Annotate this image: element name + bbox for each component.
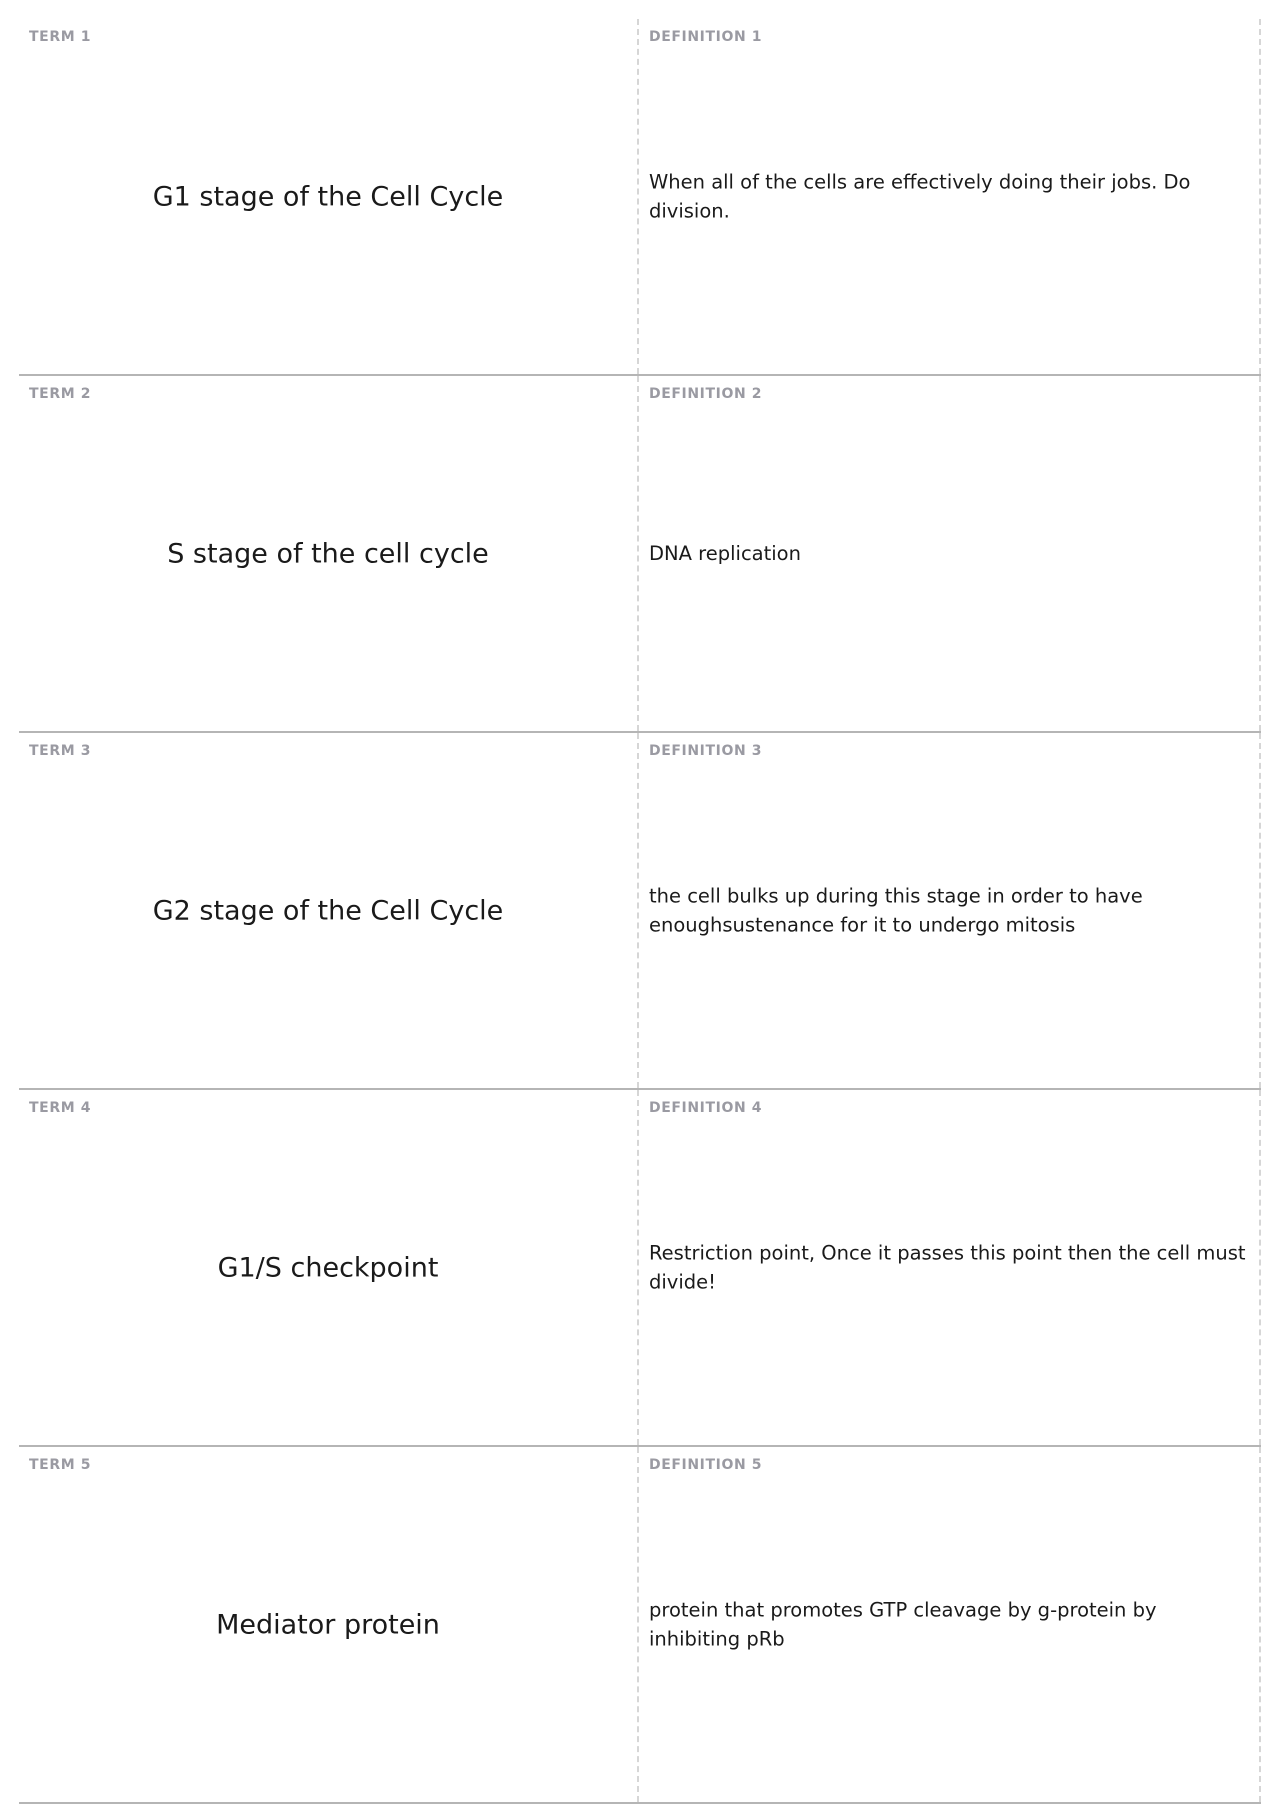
term-text: Mediator protein [216,1608,440,1640]
term-text: G1 stage of the Cell Cycle [152,180,504,212]
flashcard-row [19,1090,1261,1447]
term-cell [19,19,639,374]
definition-text: When all of the cells are effectively doing their jobs. Do division. [649,169,1191,223]
definition-label: DEFINITION 4 [649,1100,763,1116]
definition-cell [639,376,1261,731]
term-cell [19,376,639,731]
definition-cell [639,1447,1261,1802]
flashcard-row [19,1447,1261,1804]
term-label: TERM 5 [29,1457,92,1473]
term-label: TERM 3 [29,743,92,759]
flashcard-row [19,19,1261,376]
term-text: G1/S checkpoint [217,1251,439,1283]
term-cell [19,733,639,1088]
term-label: TERM 2 [29,386,92,402]
term-label: TERM 1 [29,29,92,45]
flashcard-sheet [19,19,1261,1804]
definition-label: DEFINITION 2 [649,386,763,402]
term-cell [19,1447,639,1802]
flashcard-row [19,376,1261,733]
definition-text: Restriction point, Once it passes this point then the cell must divide! [649,1240,1246,1294]
definition-text: protein that promotes GTP cleavage by g-protein by inhibiting pRb [649,1597,1157,1651]
definition-label: DEFINITION 3 [649,743,763,759]
term-text: S stage of the cell cycle [167,537,489,569]
term-text: G2 stage of the Cell Cycle [152,894,504,926]
definition-cell [639,19,1261,374]
term-label: TERM 4 [29,1100,92,1116]
definition-cell [639,733,1261,1088]
definition-text: DNA replication [649,541,801,565]
term-cell [19,1090,639,1445]
definition-label: DEFINITION 1 [649,29,763,45]
flashcard-row [19,733,1261,1090]
definition-cell [639,1090,1261,1445]
definition-text: the cell bulks up during this stage in order to have enoughsustenance for it to undergo mitosis [649,883,1143,937]
definition-label: DEFINITION 5 [649,1457,763,1473]
